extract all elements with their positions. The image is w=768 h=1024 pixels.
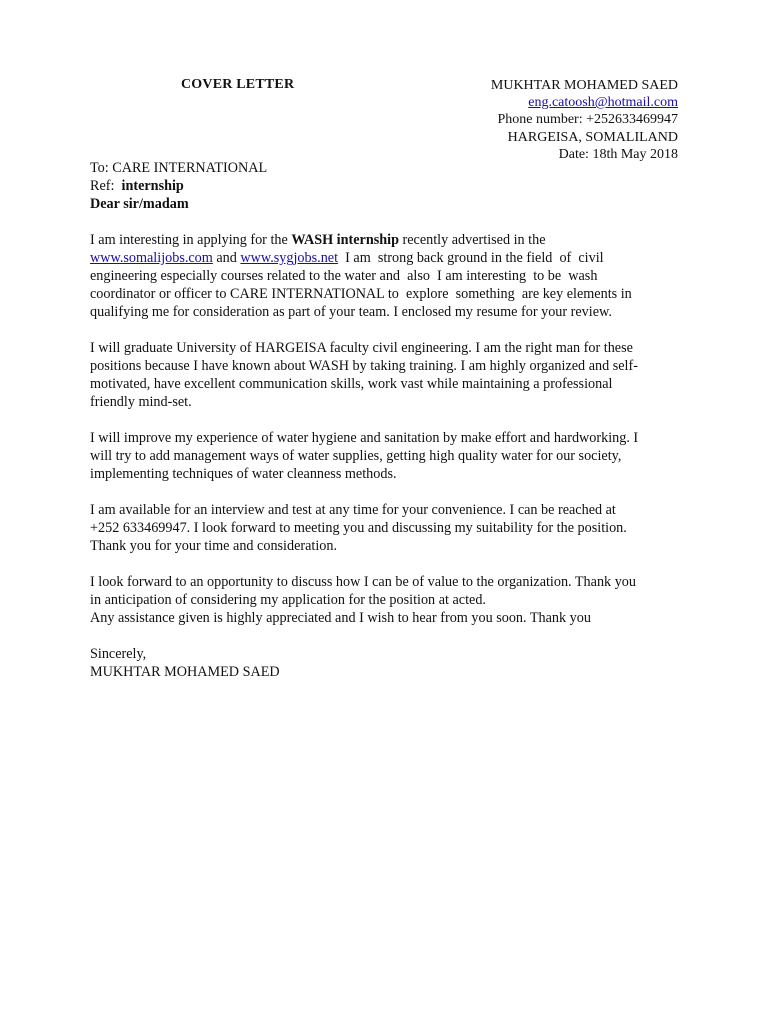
p1-text-end: I am strong back ground in the field of civil	[338, 250, 604, 266]
p2-line: positions because I have known about WASH by taking training. I am highly organized and self-	[90, 358, 638, 374]
p1-text-bold: WASH internship	[291, 232, 399, 248]
sender-email-link[interactable]: eng.catoosh@hotmail.com	[528, 95, 678, 111]
paragraph-5	[90, 573, 690, 627]
p1-text-and: and	[212, 250, 241, 266]
p1-text-c: recently advertised in the	[398, 232, 546, 248]
signature-name: MUKHTAR MOHAMED SAED	[90, 664, 280, 680]
letter-date: Date: 18th May 2018	[558, 146, 678, 162]
p3-line: will try to add management ways of water supplies, getting high quality water for our society,	[90, 448, 622, 464]
p1-line-2	[90, 249, 690, 267]
document-title: COVER LETTER	[181, 77, 295, 92]
sygjobs-link[interactable]: www.sygjobs.net	[240, 250, 339, 266]
p1-text-a: I am interesting in applying for the	[90, 232, 292, 248]
paragraph-1	[90, 231, 690, 321]
ref-label: Ref:	[90, 178, 115, 194]
p5-line: Any assistance given is highly appreciated and I wish to hear from you soon. Thank you	[90, 610, 591, 626]
paragraph-4	[90, 501, 690, 555]
sender-name: MUKHTAR MOHAMED SAED	[490, 78, 678, 93]
p5-line: I look forward to an opportunity to discuss how I can be of value to the organization. Thank you	[90, 574, 636, 590]
p3-line: implementing techniques of water cleanness methods.	[90, 466, 397, 482]
p1-line-3: engineering especially courses related to the water and also I am interesting to be wash	[90, 268, 598, 284]
p2-line: motivated, have excellent communication skills, work vast while maintaining a professional	[90, 376, 613, 392]
p3-line: I will improve my experience of water hygiene and sanitation by make effort and hardworking. I	[90, 430, 639, 446]
p1-line-4: coordinator or officer to CARE INTERNATIONAL to explore something are key elements in	[90, 286, 632, 302]
p1-line-5: qualifying me for consideration as part of your team. I enclosed my resume for your review.	[90, 304, 612, 320]
letter-body	[90, 159, 690, 681]
p4-line: Thank you for your time and consideration.	[90, 538, 338, 554]
paragraph-2	[90, 339, 690, 411]
sender-phone: Phone number: +252633469947	[497, 112, 678, 128]
salutation	[90, 195, 690, 213]
p2-line: friendly mind-set.	[90, 394, 192, 410]
p2-line: I will graduate University of HARGEISA faculty civil engineering. I am the right man for these	[90, 340, 633, 356]
closing: Sincerely,	[90, 646, 147, 662]
salutation-text: Dear sir/madam	[90, 196, 189, 212]
paragraph-3	[90, 429, 690, 483]
p5-line: in anticipation of considering my application for the position at acted.	[90, 592, 486, 608]
p4-line: +252 633469947. I look forward to meeting you and discussing my suitability for the position.	[90, 520, 627, 536]
recipient-to: To: CARE INTERNATIONAL	[90, 160, 268, 176]
p4-line: I am available for an interview and test at any time for your convenience. I can be reached at	[90, 502, 616, 518]
reference-line	[90, 177, 690, 195]
sender-block	[491, 77, 678, 163]
sender-location: HARGEISA, SOMALILAND	[507, 129, 678, 145]
p1-line-1	[90, 231, 690, 249]
somalijobs-link[interactable]: www.somalijobs.com	[90, 250, 213, 266]
ref-value: internship	[121, 178, 184, 194]
